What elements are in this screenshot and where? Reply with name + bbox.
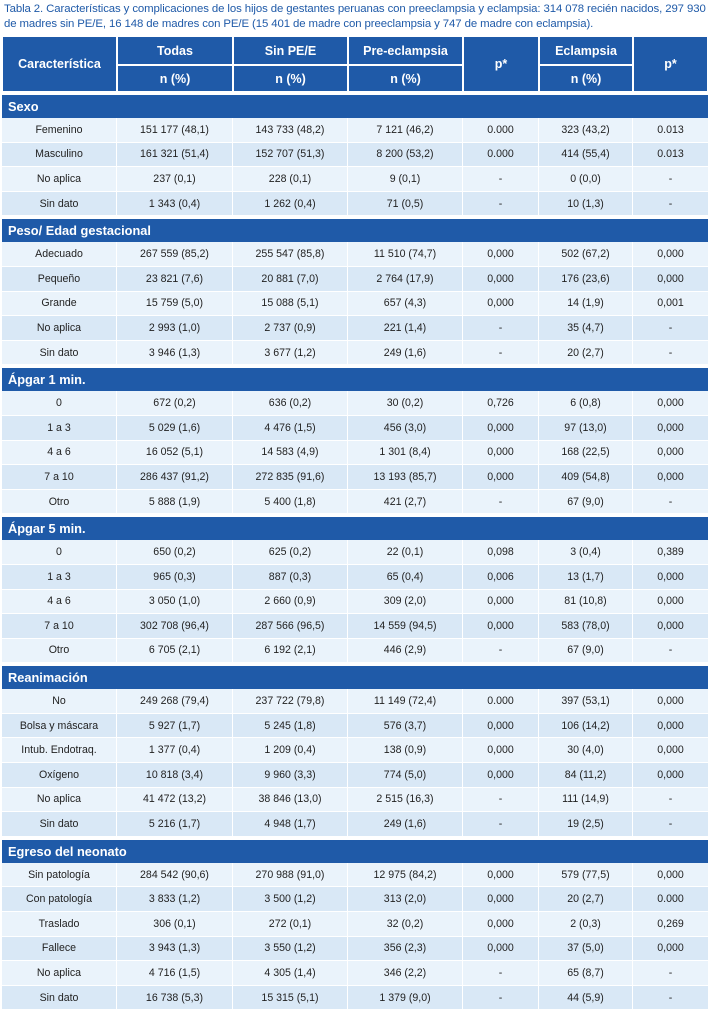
table-cell: - [463, 788, 539, 813]
table-cell: - [463, 639, 539, 664]
table-row [2, 788, 708, 813]
table-cell: 5 400 (1,8) [233, 490, 348, 515]
table-cell: - [463, 490, 539, 515]
table-cell: 0,000 [633, 738, 708, 763]
table-cell: 0,000 [463, 763, 539, 788]
table-cell: - [463, 961, 539, 986]
row-label: No aplica [2, 316, 117, 341]
table-cell: - [633, 639, 708, 664]
table-cell: 4 476 (1,5) [233, 416, 348, 441]
table-cell: - [463, 167, 539, 192]
table-row [2, 292, 708, 317]
table-cell: 151 177 (48,1) [117, 118, 233, 143]
table-cell: 346 (2,2) [348, 961, 463, 986]
row-label: 4 a 6 [2, 441, 117, 466]
table-cell: 0,000 [633, 763, 708, 788]
table-cell: 0,000 [633, 267, 708, 292]
table-cell: 0,000 [463, 887, 539, 912]
table-cell: 0,000 [463, 738, 539, 763]
table-cell: 3 550 (1,2) [233, 937, 348, 962]
row-label: 4 a 6 [2, 590, 117, 615]
table-row [2, 565, 708, 590]
table-cell: 44 (5,9) [539, 986, 633, 1011]
table-cell: 111 (14,9) [539, 788, 633, 813]
table-row [2, 912, 708, 937]
table-row [2, 341, 708, 366]
table-cell: 302 708 (96,4) [117, 614, 233, 639]
table-cell: 19 (2,5) [539, 812, 633, 837]
table-cell: 15 315 (5,1) [233, 986, 348, 1011]
table-cell: 0.013 [633, 143, 708, 168]
header-p-value-1: p* [463, 36, 539, 92]
table-row [2, 167, 708, 192]
table-cell: - [633, 341, 708, 366]
table-cell: 8 200 (53,2) [348, 143, 463, 168]
row-label: Femenino [2, 118, 117, 143]
table-cell: 1 379 (9,0) [348, 986, 463, 1011]
table-cell: 152 707 (51,3) [233, 143, 348, 168]
table-cell: 237 (0,1) [117, 167, 233, 192]
row-label: Sin dato [2, 986, 117, 1011]
table-cell: 306 (0,1) [117, 912, 233, 937]
table-row [2, 465, 708, 490]
table-cell: - [633, 316, 708, 341]
table-cell: 0,000 [463, 863, 539, 888]
table-cell: 583 (78,0) [539, 614, 633, 639]
table-cell: 11 149 (72,4) [348, 689, 463, 714]
table-cell: 0,006 [463, 565, 539, 590]
table-cell: 579 (77,5) [539, 863, 633, 888]
table-cell: 0,000 [463, 714, 539, 739]
table-cell: 3 677 (1,2) [233, 341, 348, 366]
table-cell: 20 881 (7,0) [233, 267, 348, 292]
table-cell: 5 245 (1,8) [233, 714, 348, 739]
table-cell: 249 (1,6) [348, 812, 463, 837]
row-label: 0 [2, 391, 117, 416]
table-cell: 138 (0,9) [348, 738, 463, 763]
table-cell: 2 515 (16,3) [348, 788, 463, 813]
table-cell: 249 (1,6) [348, 341, 463, 366]
table-cell: 14 559 (94,5) [348, 614, 463, 639]
table-cell: 0,000 [633, 714, 708, 739]
table-cell: 13 193 (85,7) [348, 465, 463, 490]
table-cell: 143 733 (48,2) [233, 118, 348, 143]
table-cell: 313 (2,0) [348, 887, 463, 912]
table-cell: 32 (0,2) [348, 912, 463, 937]
section-title: Sexo [2, 92, 708, 118]
table-cell: 38 846 (13,0) [233, 788, 348, 813]
table-row [2, 267, 708, 292]
table-cell: 249 268 (79,4) [117, 689, 233, 714]
section-header-row [2, 837, 708, 863]
section-title: Ápgar 1 min. [2, 365, 708, 391]
table-cell: 414 (55,4) [539, 143, 633, 168]
table-cell: 6 (0,8) [539, 391, 633, 416]
table-row [2, 863, 708, 888]
table-cell: - [633, 986, 708, 1011]
table-cell: - [463, 341, 539, 366]
table-caption: Tabla 2. Características y complicaciones de los hijos de gestantes peruanas con preeclampsia y eclampsia: 314 078 recién nacidos, 297 930 de madres sin PE/E, 16 148 de madres con PE/E (15 401 de madre con preeclampsia y 747 de madre con eclampsia). [4, 3, 706, 30]
table-row [2, 614, 708, 639]
table-row [2, 689, 708, 714]
header-characteristic: Característica [2, 36, 117, 92]
table-cell: 106 (14,2) [539, 714, 633, 739]
row-label: Sin patología [2, 863, 117, 888]
table-cell: 409 (54,8) [539, 465, 633, 490]
table-cell: 15 759 (5,0) [117, 292, 233, 317]
table-cell: 0,098 [463, 540, 539, 565]
table-cell: 6 192 (2,1) [233, 639, 348, 664]
table-cell: 2 (0,3) [539, 912, 633, 937]
table-cell: 0,000 [463, 937, 539, 962]
row-label: Masculino [2, 143, 117, 168]
table-cell: 6 705 (2,1) [117, 639, 233, 664]
row-label: Bolsa y máscara [2, 714, 117, 739]
table-cell: 2 737 (0,9) [233, 316, 348, 341]
row-label: No aplica [2, 788, 117, 813]
table-cell: 3 050 (1,0) [117, 590, 233, 615]
table-cell: 272 835 (91,6) [233, 465, 348, 490]
table-cell: 0,000 [633, 391, 708, 416]
section-title: Reanimación [2, 663, 708, 689]
table-cell: 221 (1,4) [348, 316, 463, 341]
table-cell: 650 (0,2) [117, 540, 233, 565]
table-cell: 625 (0,2) [233, 540, 348, 565]
table-row [2, 986, 708, 1011]
table-cell: 0,001 [633, 292, 708, 317]
table-row [2, 590, 708, 615]
header-todas: Todas [117, 36, 233, 65]
table-cell: 270 988 (91,0) [233, 863, 348, 888]
row-label: Traslado [2, 912, 117, 937]
row-label: No [2, 689, 117, 714]
row-label: Oxígeno [2, 763, 117, 788]
row-label: Otro [2, 490, 117, 515]
table-cell: - [463, 812, 539, 837]
table-cell: 35 (4,7) [539, 316, 633, 341]
table-cell: 0,000 [633, 441, 708, 466]
table-cell: 0,000 [463, 590, 539, 615]
header-pre-eclampsia: Pre-eclampsia [348, 36, 463, 65]
table-cell: 309 (2,0) [348, 590, 463, 615]
table-cell: 12 975 (84,2) [348, 863, 463, 888]
table-cell: 0.000 [463, 118, 539, 143]
table-row [2, 937, 708, 962]
table-row [2, 961, 708, 986]
row-label: Fallece [2, 937, 117, 962]
table-cell: 0 (0,0) [539, 167, 633, 192]
section-title: Ápgar 5 min. [2, 514, 708, 540]
row-label: Intub. Endotraq. [2, 738, 117, 763]
section-title: Peso/ Edad gestacional [2, 216, 708, 242]
table-cell: 10 818 (3,4) [117, 763, 233, 788]
table-cell: - [633, 788, 708, 813]
table-cell: - [633, 167, 708, 192]
table-cell: 20 (2,7) [539, 341, 633, 366]
table-cell: 15 088 (5,1) [233, 292, 348, 317]
row-label: 1 a 3 [2, 565, 117, 590]
table-cell: 0,000 [633, 465, 708, 490]
table-cell: 287 566 (96,5) [233, 614, 348, 639]
table-cell: 774 (5,0) [348, 763, 463, 788]
table-cell: 0,000 [463, 242, 539, 267]
table-cell: 16 738 (5,3) [117, 986, 233, 1011]
row-label: Sin dato [2, 812, 117, 837]
table-cell: 9 (0,1) [348, 167, 463, 192]
table-cell: 323 (43,2) [539, 118, 633, 143]
table-cell: 14 583 (4,9) [233, 441, 348, 466]
table-row [2, 441, 708, 466]
row-label: 0 [2, 540, 117, 565]
table-cell: 356 (2,3) [348, 937, 463, 962]
subheader-n-pct: n (%) [539, 65, 633, 92]
table-cell: 13 (1,7) [539, 565, 633, 590]
table-cell: 30 (4,0) [539, 738, 633, 763]
table-row [2, 143, 708, 168]
table-cell: 65 (8,7) [539, 961, 633, 986]
table-cell: 576 (3,7) [348, 714, 463, 739]
section-header-row [2, 365, 708, 391]
table-cell: 16 052 (5,1) [117, 441, 233, 466]
table-row [2, 391, 708, 416]
table-cell: 672 (0,2) [117, 391, 233, 416]
table-cell: 5 029 (1,6) [117, 416, 233, 441]
table-cell: 7 121 (46,2) [348, 118, 463, 143]
table-cell: 3 946 (1,3) [117, 341, 233, 366]
table-cell: 4 948 (1,7) [233, 812, 348, 837]
table-cell: 2 764 (17,9) [348, 267, 463, 292]
table-cell: 456 (3,0) [348, 416, 463, 441]
table-cell: 5 216 (1,7) [117, 812, 233, 837]
section-header-row [2, 216, 708, 242]
table-row [2, 639, 708, 664]
row-label: No aplica [2, 961, 117, 986]
table-cell: 10 (1,3) [539, 192, 633, 217]
data-table [2, 36, 708, 1010]
table-cell: 0,000 [463, 614, 539, 639]
header-eclampsia: Eclampsia [539, 36, 633, 65]
subheader-n-pct: n (%) [348, 65, 463, 92]
table-cell: 84 (11,2) [539, 763, 633, 788]
table-row [2, 714, 708, 739]
table-cell: - [633, 192, 708, 217]
table-row [2, 118, 708, 143]
table-cell: 5 927 (1,7) [117, 714, 233, 739]
table-cell: 0,000 [463, 267, 539, 292]
table-cell: 228 (0,1) [233, 167, 348, 192]
table-cell: 81 (10,8) [539, 590, 633, 615]
section-title: Egreso del neonato [2, 837, 708, 863]
header-p-value-2: p* [633, 36, 708, 92]
subheader-n-pct: n (%) [117, 65, 233, 92]
table-cell: 5 888 (1,9) [117, 490, 233, 515]
table-cell: 0,000 [633, 614, 708, 639]
row-label: Pequeño [2, 267, 117, 292]
table-cell: 0.013 [633, 118, 708, 143]
table-cell: 11 510 (74,7) [348, 242, 463, 267]
row-label: No aplica [2, 167, 117, 192]
table-cell: 636 (0,2) [233, 391, 348, 416]
table-cell: 4 716 (1,5) [117, 961, 233, 986]
table-cell: 0,000 [463, 416, 539, 441]
table-cell: 421 (2,7) [348, 490, 463, 515]
table-row [2, 242, 708, 267]
table-row [2, 540, 708, 565]
table-body [2, 92, 708, 1010]
table-cell: 0,389 [633, 540, 708, 565]
table-cell: 0,000 [633, 937, 708, 962]
table-cell: 657 (4,3) [348, 292, 463, 317]
table-cell: - [463, 316, 539, 341]
table-cell: 446 (2,9) [348, 639, 463, 664]
table-cell: 237 722 (79,8) [233, 689, 348, 714]
table-cell: 0.000 [463, 689, 539, 714]
table-cell: 0,269 [633, 912, 708, 937]
table-cell: - [633, 961, 708, 986]
table-cell: 37 (5,0) [539, 937, 633, 962]
table-row [2, 416, 708, 441]
subheader-n-pct: n (%) [233, 65, 348, 92]
table-cell: 20 (2,7) [539, 887, 633, 912]
table-cell: 14 (1,9) [539, 292, 633, 317]
row-label: Grande [2, 292, 117, 317]
table-cell: 67 (9,0) [539, 490, 633, 515]
table-cell: 161 321 (51,4) [117, 143, 233, 168]
table-cell: 2 993 (1,0) [117, 316, 233, 341]
row-label: 7 a 10 [2, 614, 117, 639]
table-cell: 965 (0,3) [117, 565, 233, 590]
row-label: 1 a 3 [2, 416, 117, 441]
table-cell: 3 500 (1,2) [233, 887, 348, 912]
table-cell: 0,000 [633, 565, 708, 590]
table-cell: 1 209 (0,4) [233, 738, 348, 763]
section-header-row [2, 514, 708, 540]
table-cell: 168 (22,5) [539, 441, 633, 466]
table-cell: 0,000 [633, 416, 708, 441]
table-cell: 4 305 (1,4) [233, 961, 348, 986]
table-cell: 397 (53,1) [539, 689, 633, 714]
section-header-row [2, 663, 708, 689]
row-label: 7 a 10 [2, 465, 117, 490]
table-cell: 0,000 [463, 465, 539, 490]
table-row [2, 490, 708, 515]
table-cell: 0,726 [463, 391, 539, 416]
table-cell: 286 437 (91,2) [117, 465, 233, 490]
row-label: Sin dato [2, 192, 117, 217]
table-cell: 272 (0,1) [233, 912, 348, 937]
table-cell: 267 559 (85,2) [117, 242, 233, 267]
table-cell: 0,000 [633, 863, 708, 888]
table-cell: 3 943 (1,3) [117, 937, 233, 962]
header-sin-pe: Sin PE/E [233, 36, 348, 65]
table-cell: 0,000 [633, 242, 708, 267]
table-row [2, 192, 708, 217]
table-cell: 3 (0,4) [539, 540, 633, 565]
table-cell: - [463, 986, 539, 1011]
table-cell: 0.000 [463, 143, 539, 168]
table-cell: 30 (0,2) [348, 391, 463, 416]
table-cell: 0,000 [633, 590, 708, 615]
table-cell: 0.000 [633, 887, 708, 912]
row-label: Con patología [2, 887, 117, 912]
table-cell: 71 (0,5) [348, 192, 463, 217]
row-label: Otro [2, 639, 117, 664]
table-cell: 1 301 (8,4) [348, 441, 463, 466]
section-header-row [2, 92, 708, 118]
table-row [2, 887, 708, 912]
table-cell: - [633, 490, 708, 515]
table-cell: 0,000 [463, 292, 539, 317]
table-row [2, 763, 708, 788]
table-cell: 1 343 (0,4) [117, 192, 233, 217]
table-cell: 284 542 (90,6) [117, 863, 233, 888]
table-cell: 9 960 (3,3) [233, 763, 348, 788]
table-cell: 65 (0,4) [348, 565, 463, 590]
table-cell: 3 833 (1,2) [117, 887, 233, 912]
table-cell: 502 (67,2) [539, 242, 633, 267]
row-label: Adecuado [2, 242, 117, 267]
table-cell: 255 547 (85,8) [233, 242, 348, 267]
table-cell: 2 660 (0,9) [233, 590, 348, 615]
table-row [2, 738, 708, 763]
table-cell: 67 (9,0) [539, 639, 633, 664]
table-cell: 23 821 (7,6) [117, 267, 233, 292]
table-cell: 97 (13,0) [539, 416, 633, 441]
table-cell: 887 (0,3) [233, 565, 348, 590]
table-cell: 1 377 (0,4) [117, 738, 233, 763]
table-cell: 0,000 [463, 441, 539, 466]
table-cell: 22 (0,1) [348, 540, 463, 565]
table-cell: 0,000 [633, 689, 708, 714]
table-row [2, 316, 708, 341]
table-row [2, 812, 708, 837]
table-cell: 41 472 (13,2) [117, 788, 233, 813]
table-cell: - [633, 812, 708, 837]
table-cell: - [463, 192, 539, 217]
row-label: Sin dato [2, 341, 117, 366]
table-cell: 176 (23,6) [539, 267, 633, 292]
table-cell: 0,000 [463, 912, 539, 937]
table-cell: 1 262 (0,4) [233, 192, 348, 217]
